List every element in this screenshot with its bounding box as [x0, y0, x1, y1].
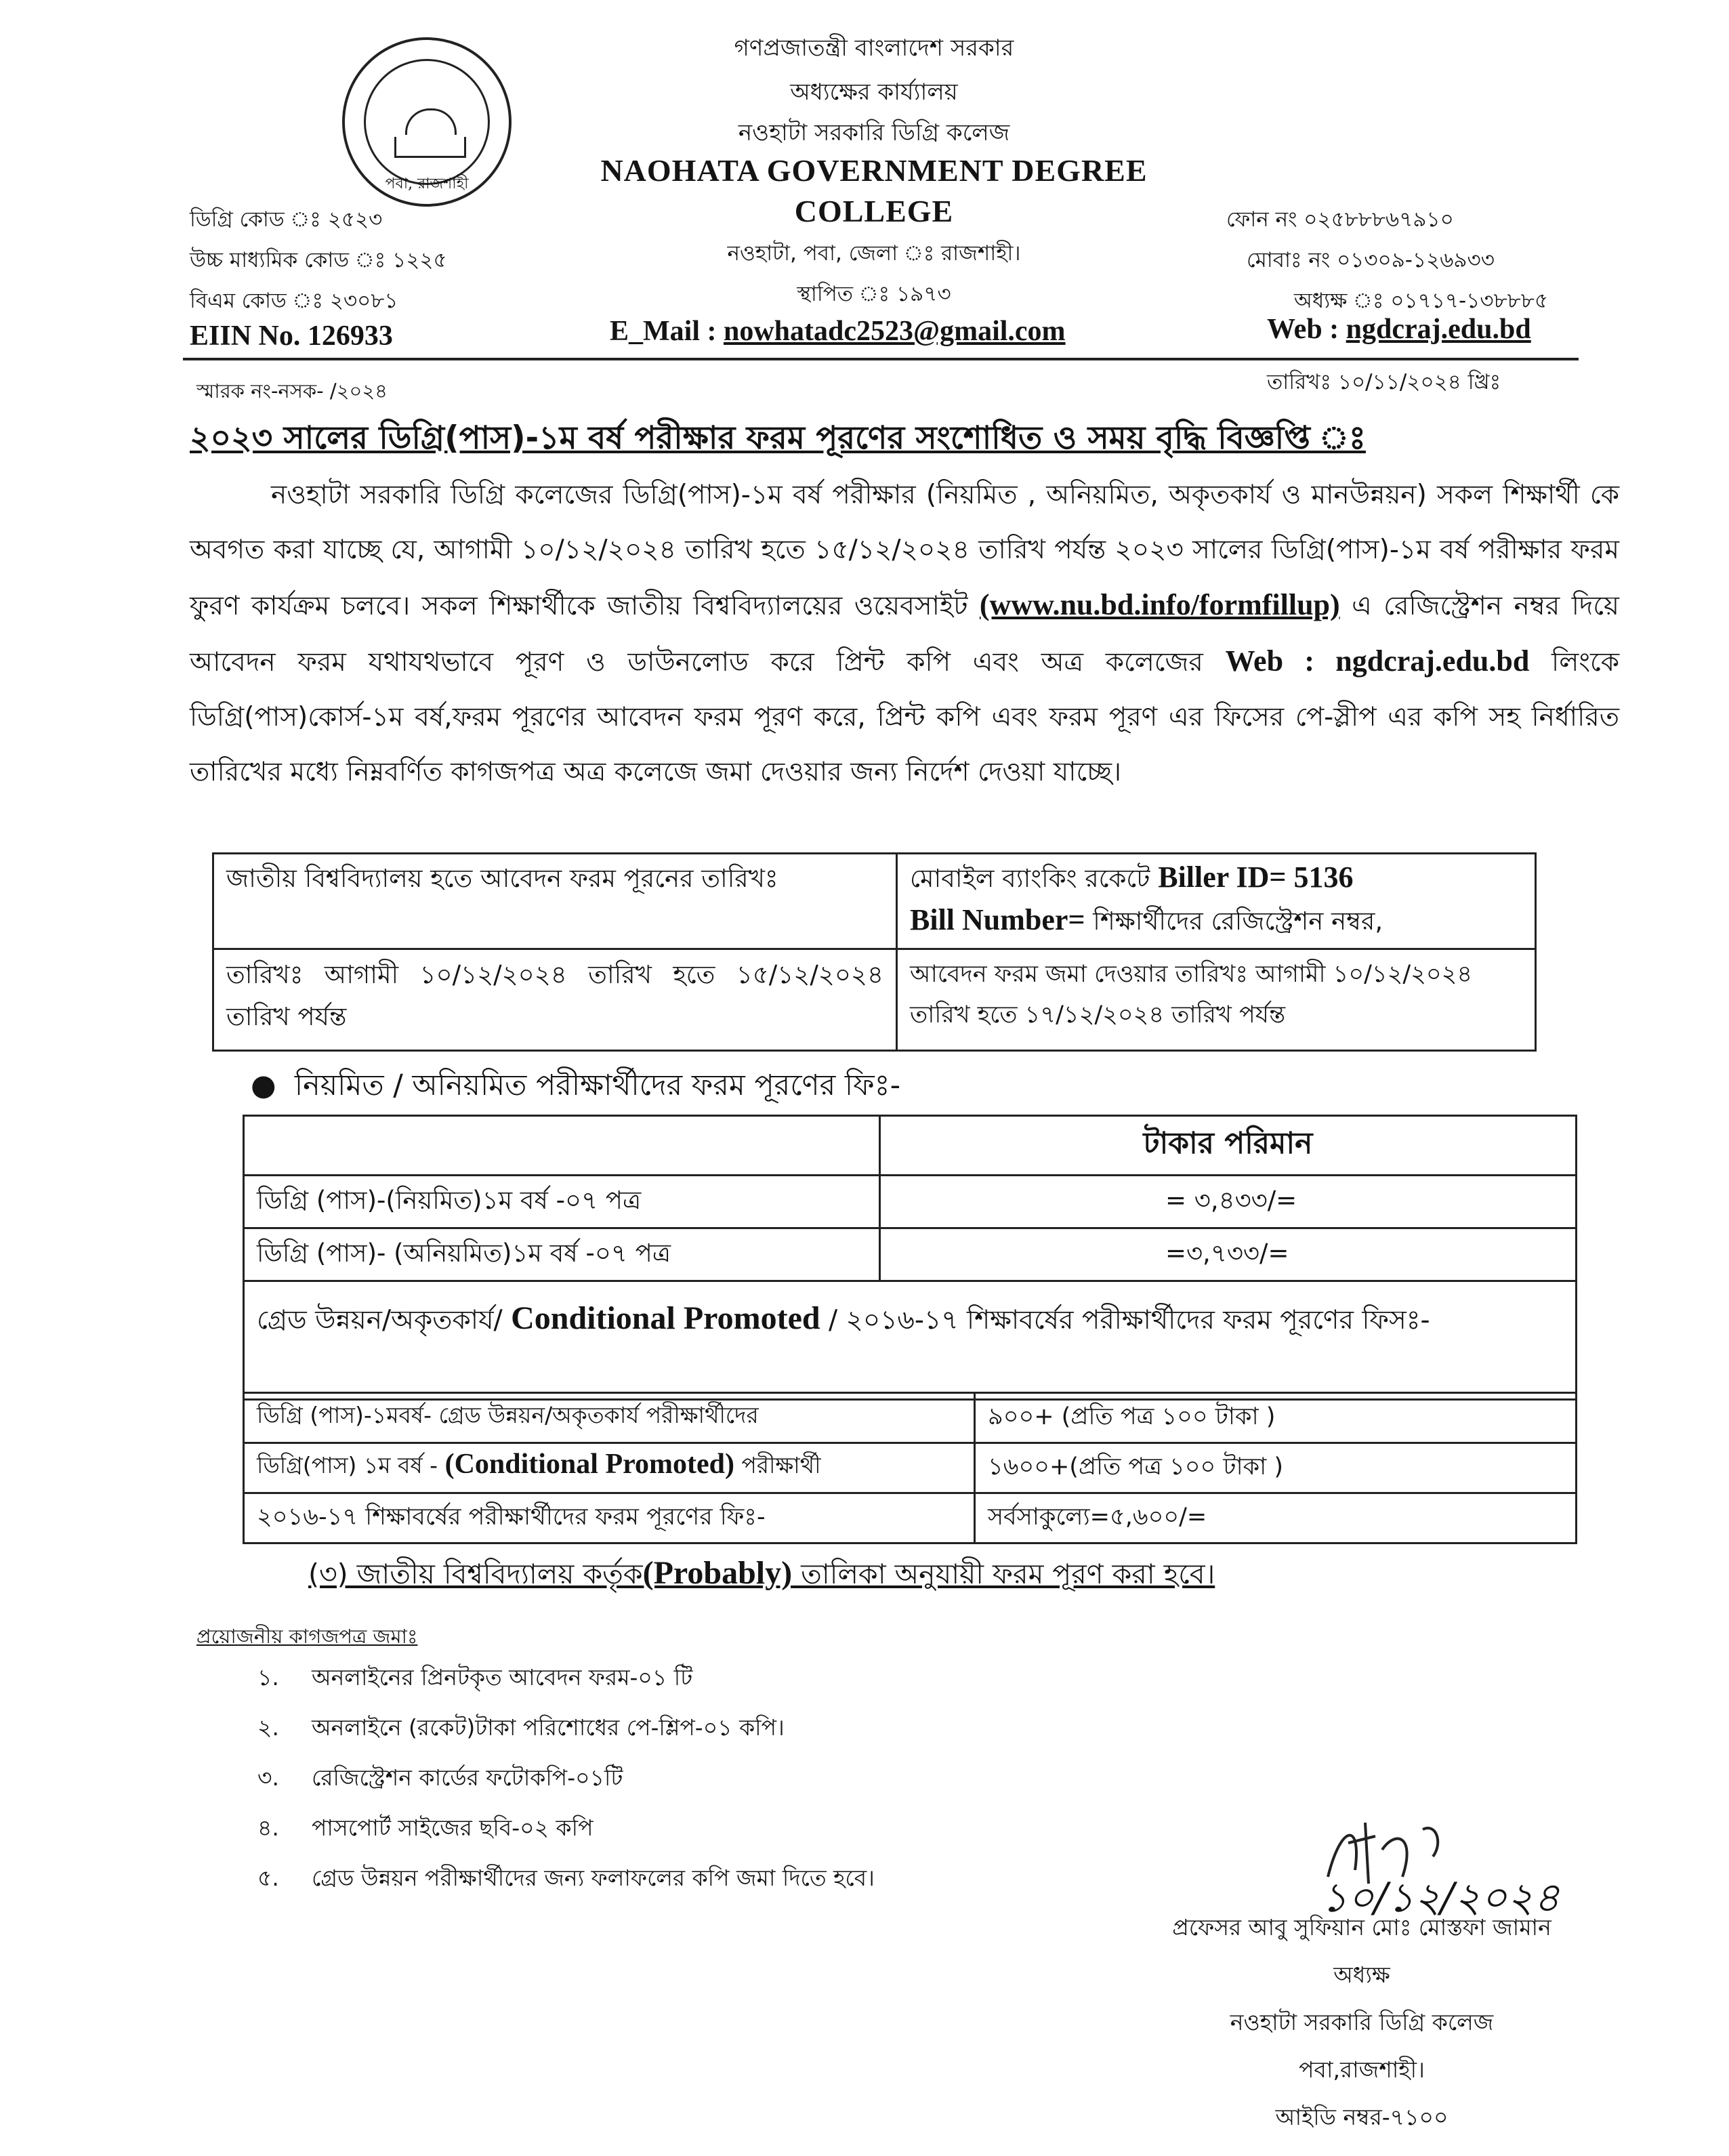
college-en-line1: NAOHATA GOVERNMENT DEGREE: [600, 153, 1148, 188]
dates-row-1: [213, 854, 1536, 949]
header-divider: [183, 358, 1579, 360]
nu-date-range: তারিখঃ আগামী ১০/১২/২০২৪ তারিখ হতে ১৫/১২/২০২৪ তারিখ পর্যন্ত: [213, 949, 897, 1051]
fee-value-conditional: ১৬০০+(প্রতি পত্র ১০০ টাকা ): [975, 1443, 1577, 1493]
signer-id: আইডি নম্বর-৭১০০: [1275, 2104, 1449, 2130]
seal-sun-icon: [405, 108, 457, 135]
fees-table: [243, 1115, 1577, 1401]
note-3-a: (৩) জাতীয় বিশ্ববিদ্যালয় কর্তৃক: [308, 1558, 643, 1590]
fee-label-irregular: ডিগ্রি (পাস)- (অনিয়মিত)১ম বর্ষ -০৭ পত্র: [244, 1228, 880, 1281]
note-3-c: তালিকা অনুযায়ী ফরম পূরণ করা হবে।: [792, 1558, 1215, 1590]
email-line: [610, 315, 1066, 348]
submit-date-range: আবেদন ফরম জমা দেওয়ার তারিখঃ আগামী ১০/১২/২০২৪ তারিখ হতে ১৭/১২/২০২৪ তারিখ পর্যন্ত: [897, 949, 1536, 1051]
web-link[interactable]: ngdcraj.edu.bd: [1346, 314, 1531, 345]
fees-heading: [251, 1064, 900, 1112]
notice-body: [190, 468, 1619, 800]
fee-label-conditional-a: ডিগ্রি(পাস) ১ম বর্ষ -: [257, 1452, 445, 1478]
fees-row-conditional: [244, 1443, 1577, 1493]
list-item: ৫. গ্রেড উন্নয়ন পরীক্ষার্থীদের জন্য ফলাফলের কপি জমা দিতে হবে।: [257, 1865, 875, 1891]
web-line: [1267, 313, 1531, 346]
signature-block: [1098, 1904, 1626, 2141]
fee-value-regular: = ৩,৪৩৩/=: [880, 1176, 1577, 1228]
address: নওহাটা, পবা, জেলা ঃ রাজশাহী।: [727, 241, 1021, 266]
seal-inner-ring: [364, 59, 490, 185]
eiin: EIIN No. 126933: [190, 320, 393, 352]
signer-designation: অধ্যক্ষ: [1333, 1962, 1390, 1988]
bullet-icon: ●: [251, 1069, 295, 1102]
email-link[interactable]: nowhatadc2523@gmail.com: [723, 316, 1066, 347]
body-p2: এ রেজিস্ট্রেশন নম্বর দিয়ে আবেদন ফরম যথাযথভাবে পূরণ ও ডাউনলোড করে প্রিন্ট কপি এবং অত্র কলেজের: [190, 591, 1619, 678]
list-item: ১. অনলাইনের প্রিনটকৃত আবেদন ফরম-০১ টি: [257, 1664, 693, 1691]
payment-cell: [897, 854, 1536, 949]
fee-label-conditional-b: (Conditional Promoted): [444, 1449, 734, 1480]
grade-heading-b: Conditional Promoted: [511, 1300, 820, 1336]
grade-heading: [244, 1281, 1577, 1400]
rocket-text: মোবাইল ব্যাংকিং রকেটে: [910, 864, 1159, 893]
fees-row-regular: [244, 1176, 1577, 1228]
fee-label-2016: ২০১৬-১৭ শিক্ষাবর্ষের পরীক্ষার্থীদের ফরম পূরণের ফিঃ-: [244, 1493, 975, 1543]
grade-heading-c: / ২০১৬-১৭ শিক্ষাবর্ষের পরীক্ষার্থীদের ফরম পূরণের ফিসঃ-: [820, 1305, 1430, 1335]
govt-line: গণপ্রজাতন্ত্রী বাংলাদেশ সরকার: [734, 35, 1014, 62]
email-label: E_Mail :: [610, 316, 717, 347]
college-seal: [342, 37, 512, 207]
note-3: [308, 1553, 1215, 1600]
fees-heading-text: নিয়মিত / অনিয়মিত পরীক্ষার্থীদের ফরম পূরণের ফিঃ-: [294, 1069, 901, 1102]
principal-phone: অধ্যক্ষ ঃ ০১৭১৭-১৩৮৮৮৫: [1294, 289, 1548, 313]
dates-row-2: [213, 949, 1536, 1051]
fees-header-empty: [244, 1116, 880, 1176]
dates-table: [212, 852, 1537, 1052]
docs-list: [257, 1660, 875, 1911]
list-item: ৪. পাসপোর্ট সাইজের ছবি-০২ কপি: [257, 1815, 593, 1841]
list-item: ২. অনলাইনে (রকেট)টাকা পরিশোধের পে-শ্লিপ-০১ কপি।: [257, 1714, 785, 1741]
fee-label-conditional: [244, 1443, 975, 1493]
fees-row-irregular: [244, 1228, 1577, 1281]
date-header-cell: জাতীয় বিশ্ববিদ্যালয় হতে আবেদন ফরম পূরনের তারিখঃ: [213, 854, 897, 949]
body-p3: লিংকে ডিগ্রি(পাস)কোর্স-১ম বর্ষ,ফরম পূরণের আবেদন ফরম পূরণ করে, প্রিন্ট কপি এবং ফরম পূরণ এর ফিসের পে-স্লীপ এর কপি সহ নির্ধারিত তারিখের মধ্যে নিম্নবর্ণিত কাগজপত্র অত্র কলেজে জমা দেওয়ার জন্য নির্দেশ দেওয়া যাচ্ছে।: [190, 647, 1620, 787]
web-label: Web :: [1267, 314, 1339, 345]
mobile: মোবাঃ নং ০১৩০৯-১২৬৯৩৩: [1247, 248, 1495, 272]
established: স্থাপিত ঃ ১৯৭৩: [797, 282, 951, 306]
phone: ফোন নং ০২৫৮৮৮৬৭৯১০: [1226, 207, 1454, 232]
body-p1: নওহাটা সরকারি ডিগ্রি কলেজের ডিগ্রি(পাস)-১ম বর্ষ পরীক্ষার (নিয়মিত , অনিয়মিত, অকৃতকার্য ও মানউন্নয়ন) সকল শিক্ষার্থী কে অবগত করা যাচ্ছে যে, আগামী ১০/১২/২০২৪ তারিখ হতে ১৫/১২/২০২৪ তারিখ পর্যন্ত ২০২৩ সালের ডিগ্রি(পাস)-১ম বর্ষ পরীক্ষার ফরম ফুরণ কার্যক্রম চলবে। সকল শিক্ষার্থীকে জাতীয় বিশ্ববিদ্যালয়ের ওয়েবসাইট: [190, 480, 1619, 621]
bm-code: বিএম কোড ঃ ২৩০৮১: [190, 289, 398, 313]
college-web-inline[interactable]: Web : ngdcraj.edu.bd: [1225, 644, 1530, 678]
note-3-b: (Probably): [642, 1555, 793, 1591]
office-line: অধ্যক্ষের কার্য্যালয়: [790, 79, 958, 106]
seal-book-icon: [394, 137, 466, 158]
memo-date: তারিখঃ ১০/১১/২০২৪ খ্রিঃ: [1267, 370, 1501, 394]
list-item: ৩. রেজিস্ট্রেশন কার্ডের ফটোকপি-০১টি: [257, 1764, 623, 1791]
notice-title: ২০২৩ সালের ডিগ্রি(পাস)-১ম বর্ষ পরীক্ষার ফরম পূরণের সংশোধিত ও সময় বৃদ্ধি বিজ্ঞপ্তি ঃ: [190, 419, 1366, 457]
bill-number-label: Bill Number=: [910, 903, 1085, 936]
degree-code: ডিগ্রি কোড ঃ ২৫২৩: [190, 207, 383, 232]
biller-id: Biller ID= 5136: [1158, 861, 1354, 894]
seal-text: পবা, রাজশাহী: [385, 175, 469, 192]
memo-ref: স্মারক নং-নসক- /২০২৪: [196, 379, 388, 402]
signer-place: পবা,রাজশাহী।: [1299, 2056, 1425, 2083]
college-en-line2: COLLEGE: [794, 194, 954, 228]
fees-header-row: [244, 1116, 1577, 1176]
fee-label-regular: ডিগ্রি (পাস)-(নিয়মিত)১ম বর্ষ -০৭ পত্র: [244, 1176, 880, 1228]
docs-heading: প্রয়োজনীয় কাগজপত্র জমাঃ: [196, 1625, 418, 1648]
fee-value-irregular: =৩,৭৩৩/=: [880, 1228, 1577, 1281]
grade-heading-a: গ্রেড উন্নয়ন/অকৃতকার্য/: [257, 1305, 512, 1335]
fees-row-grade: [244, 1393, 1577, 1443]
nu-url[interactable]: (www.nu.bd.info/formfillup): [979, 588, 1340, 621]
fee-value-2016: সর্বসাকুল্যে=৫,৬০০/=: [975, 1493, 1577, 1543]
fees-row-2016: [244, 1493, 1577, 1543]
hsc-code: উচ্চ মাধ্যমিক কোড ঃ ১২২৫: [190, 248, 447, 272]
fee-label-grade: ডিগ্রি (পাস)-১মবর্ষ- গ্রেড উন্নয়ন/অকৃতকার্য পরীক্ষার্থীদের: [244, 1393, 975, 1443]
fees-header-amount: টাকার পরিমান: [880, 1116, 1577, 1176]
college-bn: নওহাটা সরকারি ডিগ্রি কলেজ: [738, 119, 1010, 146]
signer-name: প্রফেসর আবু সুফিয়ান মোঃ মোস্তফা জামান: [1172, 1914, 1551, 1941]
grade-heading-row: [244, 1281, 1577, 1400]
fee-value-grade: ৯০০+ (প্রতি পত্র ১০০ টাকা ): [975, 1393, 1577, 1443]
handwritten-date: ১০/১২/২০২৪: [1321, 1874, 1560, 1922]
fees-table-lower: [243, 1392, 1577, 1544]
bill-number-desc: শিক্ষার্থীদের রেজিস্ট্রেশন নম্বর,: [1085, 907, 1383, 936]
signer-college: নওহাটা সরকারি ডিগ্রি কলেজ: [1230, 2009, 1494, 2035]
fee-label-conditional-c: পরীক্ষার্থী: [734, 1452, 821, 1478]
